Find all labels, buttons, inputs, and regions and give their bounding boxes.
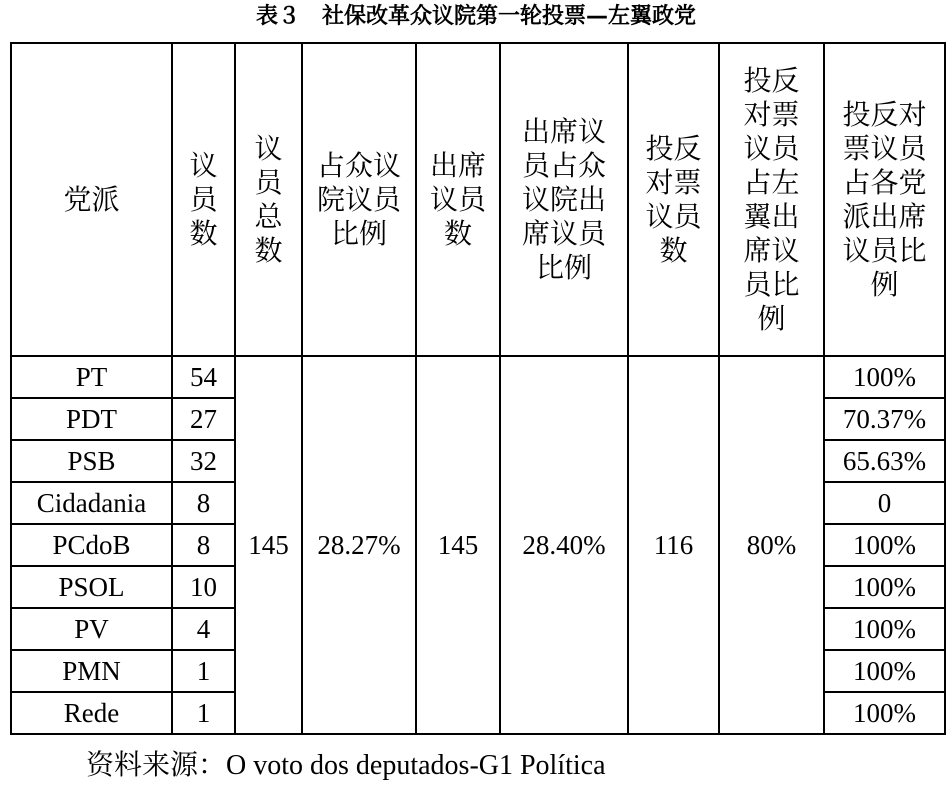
total-members-cell: 145 bbox=[235, 356, 302, 734]
party-cell: PSB bbox=[11, 440, 172, 482]
against-share-party-cell: 100% bbox=[824, 566, 945, 608]
against-share-party-cell: 0 bbox=[824, 482, 945, 524]
party-cell: PT bbox=[11, 356, 172, 398]
members-cell: 32 bbox=[172, 440, 235, 482]
present-share-cell: 28.40% bbox=[500, 356, 628, 734]
source-note bbox=[86, 745, 606, 786]
header-share-of-chamber: 占众议院议员比例 bbox=[302, 43, 416, 356]
party-cell: PCdoB bbox=[11, 524, 172, 566]
party-cell: Cidadania bbox=[11, 482, 172, 524]
table-row bbox=[11, 356, 945, 398]
members-cell: 27 bbox=[172, 398, 235, 440]
header-row bbox=[11, 43, 945, 356]
votes-against-cell: 116 bbox=[628, 356, 719, 734]
members-cell: 4 bbox=[172, 608, 235, 650]
source-text: O voto dos deputados-G1 Política bbox=[226, 750, 606, 781]
party-cell: PSOL bbox=[11, 566, 172, 608]
members-cell: 8 bbox=[172, 482, 235, 524]
header-total-members: 议员总数 bbox=[235, 43, 302, 356]
left-parties-vote-table bbox=[10, 42, 946, 735]
table-caption: 表３ 社保改革众议院第一轮投票—左翼政党 bbox=[255, 4, 696, 29]
members-cell: 54 bbox=[172, 356, 235, 398]
members-cell: 10 bbox=[172, 566, 235, 608]
header-members: 议员数 bbox=[172, 43, 235, 356]
party-cell: PMN bbox=[11, 650, 172, 692]
header-votes-against: 投反对票议员数 bbox=[628, 43, 719, 356]
present-cell: 145 bbox=[416, 356, 500, 734]
header-party: 党派 bbox=[11, 43, 172, 356]
party-cell: PV bbox=[11, 608, 172, 650]
members-cell: 1 bbox=[172, 650, 235, 692]
header-present: 出席议员数 bbox=[416, 43, 500, 356]
against-share-party-cell: 100% bbox=[824, 608, 945, 650]
header-against-share-party: 投反对票议员占各党派出席议员比例 bbox=[824, 43, 945, 356]
source-label: 资料来源： bbox=[86, 748, 227, 781]
members-cell: 8 bbox=[172, 524, 235, 566]
against-share-party-cell: 100% bbox=[824, 692, 945, 734]
against-share-party-cell: 65.63% bbox=[824, 440, 945, 482]
against-share-party-cell: 100% bbox=[824, 650, 945, 692]
party-cell: PDT bbox=[11, 398, 172, 440]
header-against-share-left: 投反对票议员占左翼出席议员比例 bbox=[719, 43, 824, 356]
header-present-share: 出席议员占众议院出席议员比例 bbox=[500, 43, 628, 356]
against-share-party-cell: 70.37% bbox=[824, 398, 945, 440]
against-share-left-cell: 80% bbox=[719, 356, 824, 734]
share-of-chamber-cell: 28.27% bbox=[302, 356, 416, 734]
members-cell: 1 bbox=[172, 692, 235, 734]
against-share-party-cell: 100% bbox=[824, 524, 945, 566]
against-share-party-cell: 100% bbox=[824, 356, 945, 398]
party-cell: Rede bbox=[11, 692, 172, 734]
